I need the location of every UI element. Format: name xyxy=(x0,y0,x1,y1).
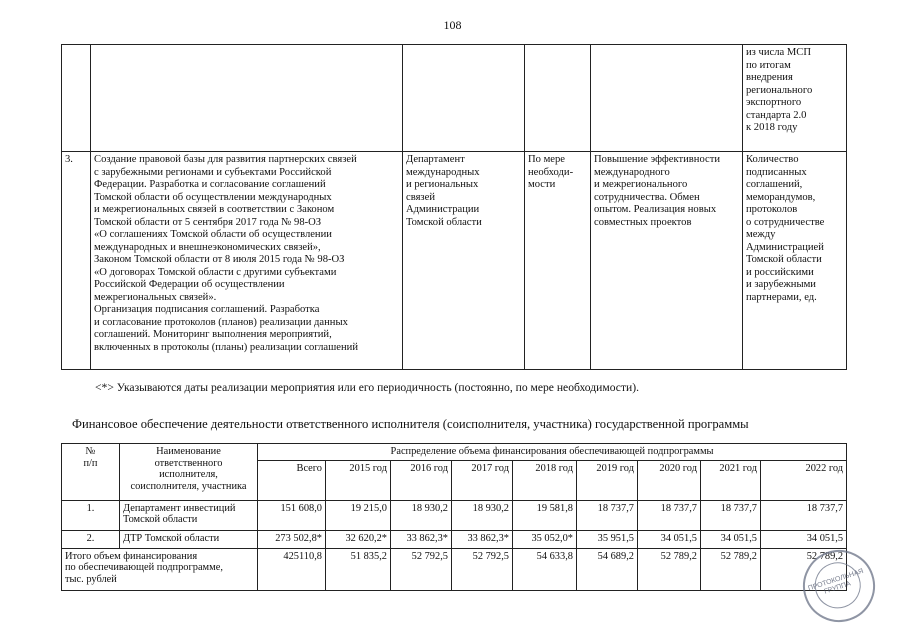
year-header: 2017 год xyxy=(452,460,513,500)
value-cell: 18 930,2 xyxy=(391,500,452,530)
executor-name: Департамент инвестиций Томской области xyxy=(120,500,258,530)
value-cell: 18 737,7 xyxy=(701,500,761,530)
value-cell: 35 052,0* xyxy=(513,530,577,548)
total-value: 52 789,2 xyxy=(701,548,761,590)
year-header: 2020 год xyxy=(638,460,701,500)
value-cell: 32 620,2* xyxy=(326,530,391,548)
page-number: 108 xyxy=(443,18,462,32)
value-cell: 33 862,3* xyxy=(452,530,513,548)
value-cell: 33 862,3* xyxy=(391,530,452,548)
total-label: Итого объем финансирования по обеспечивающей подпрограмме, тыс. рублей xyxy=(62,548,258,590)
year-header: 2015 год xyxy=(326,460,391,500)
table-row xyxy=(62,530,847,548)
table-row xyxy=(62,45,847,152)
total-value: 52 789,2 xyxy=(638,548,701,590)
header-distribution: Распределение объема финансирования обеспечивающей подпрограммы xyxy=(258,444,847,461)
value-cell: 34 051,5 xyxy=(638,530,701,548)
row-number: 2. xyxy=(62,530,120,548)
total-row xyxy=(62,548,847,590)
total-value: 54 689,2 xyxy=(577,548,638,590)
indicator-cell: Количество подписанных соглашений, меморандумов, протоколов о сотрудничестве между Администрацией Томской области и российскими и зарубежными партнерами, ед. xyxy=(743,152,847,370)
value-cell: 19 581,8 xyxy=(513,500,577,530)
year-header: 2021 год xyxy=(701,460,761,500)
result-cell: Повышение эффективности международного и межрегионального сотрудничества. Обмен опытом. Реализация новых совместных проектов xyxy=(591,152,743,370)
year-header: 2022 год xyxy=(761,460,847,500)
finance-title: Финансовое обеспечение деятельности ответственного исполнителя (соисполнителя, участника) государственной программы xyxy=(72,417,749,431)
total-value: 51 835,2 xyxy=(326,548,391,590)
value-cell: 151 608,0 xyxy=(258,500,326,530)
value-cell: 34 051,5 xyxy=(761,530,847,548)
value-cell: 273 502,8* xyxy=(258,530,326,548)
finance-table xyxy=(61,443,847,591)
value-cell: 18 737,7 xyxy=(577,500,638,530)
total-value: 52 792,5 xyxy=(452,548,513,590)
year-header: 2018 год xyxy=(513,460,577,500)
executor-cell: Департамент международных и региональных связей Администрации Томской области xyxy=(403,152,525,370)
table-header-row xyxy=(62,444,847,461)
header-name: Наименование ответственного исполнителя, соисполнителя, участника xyxy=(120,444,258,501)
total-value: 52 792,5 xyxy=(391,548,452,590)
year-header: Всего xyxy=(258,460,326,500)
year-header: 2019 год xyxy=(577,460,638,500)
term-cell: По мере необходи- мости xyxy=(525,152,591,370)
value-cell: 18 930,2 xyxy=(452,500,513,530)
row-number: 1. xyxy=(62,500,120,530)
table-row xyxy=(62,152,847,370)
value-cell: 19 215,0 xyxy=(326,500,391,530)
row-number: 3. xyxy=(62,152,91,370)
indicator-cell: из числа МСП по итогам внедрения регионального экспортного стандарта 2.0 к 2018 году xyxy=(743,45,847,152)
value-cell: 18 737,7 xyxy=(638,500,701,530)
executor-name: ДТР Томской области xyxy=(120,530,258,548)
activity-cell: Создание правовой базы для развития партнерских связей с зарубежными регионами и субъектами Российской Федерации. Разработка и согласование соглашений Томской области об осуществлении международных и межрегиональных связей в соответствии с Законом Томской области от 5 сентября 2017 года № 98-ОЗ «О соглашениях Томской области об осуществлении международных и внешнеэкономических связей», Законом Томской области от 8 июля 2015 года № 98-ОЗ «О договорах Томской области с другими субъектами Российской Федерации об осуществлении межрегиональных связей». Организация подписания соглашений. Разработка и согласование протоколов (планов) реализации данных соглашений. Мониторинг выполнения мероприятий, включенных в протоколы (планы) реализации соглашений xyxy=(91,152,403,370)
activities-table xyxy=(61,44,847,370)
total-value: 425110,8 xyxy=(258,548,326,590)
header-num: № п/п xyxy=(62,444,120,501)
value-cell: 18 737,7 xyxy=(761,500,847,530)
total-value: 52 789,2 xyxy=(761,548,847,590)
year-header: 2016 год xyxy=(391,460,452,500)
footnote: <*> Указываются даты реализации мероприятия или его периодичность (постоянно, по мере необходимости). xyxy=(95,381,639,394)
stamp-text: ПРОТОКОЛЬНАЯ ГРУППА xyxy=(807,567,865,596)
value-cell: 34 051,5 xyxy=(701,530,761,548)
table-row xyxy=(62,500,847,530)
value-cell: 35 951,5 xyxy=(577,530,638,548)
total-value: 54 633,8 xyxy=(513,548,577,590)
